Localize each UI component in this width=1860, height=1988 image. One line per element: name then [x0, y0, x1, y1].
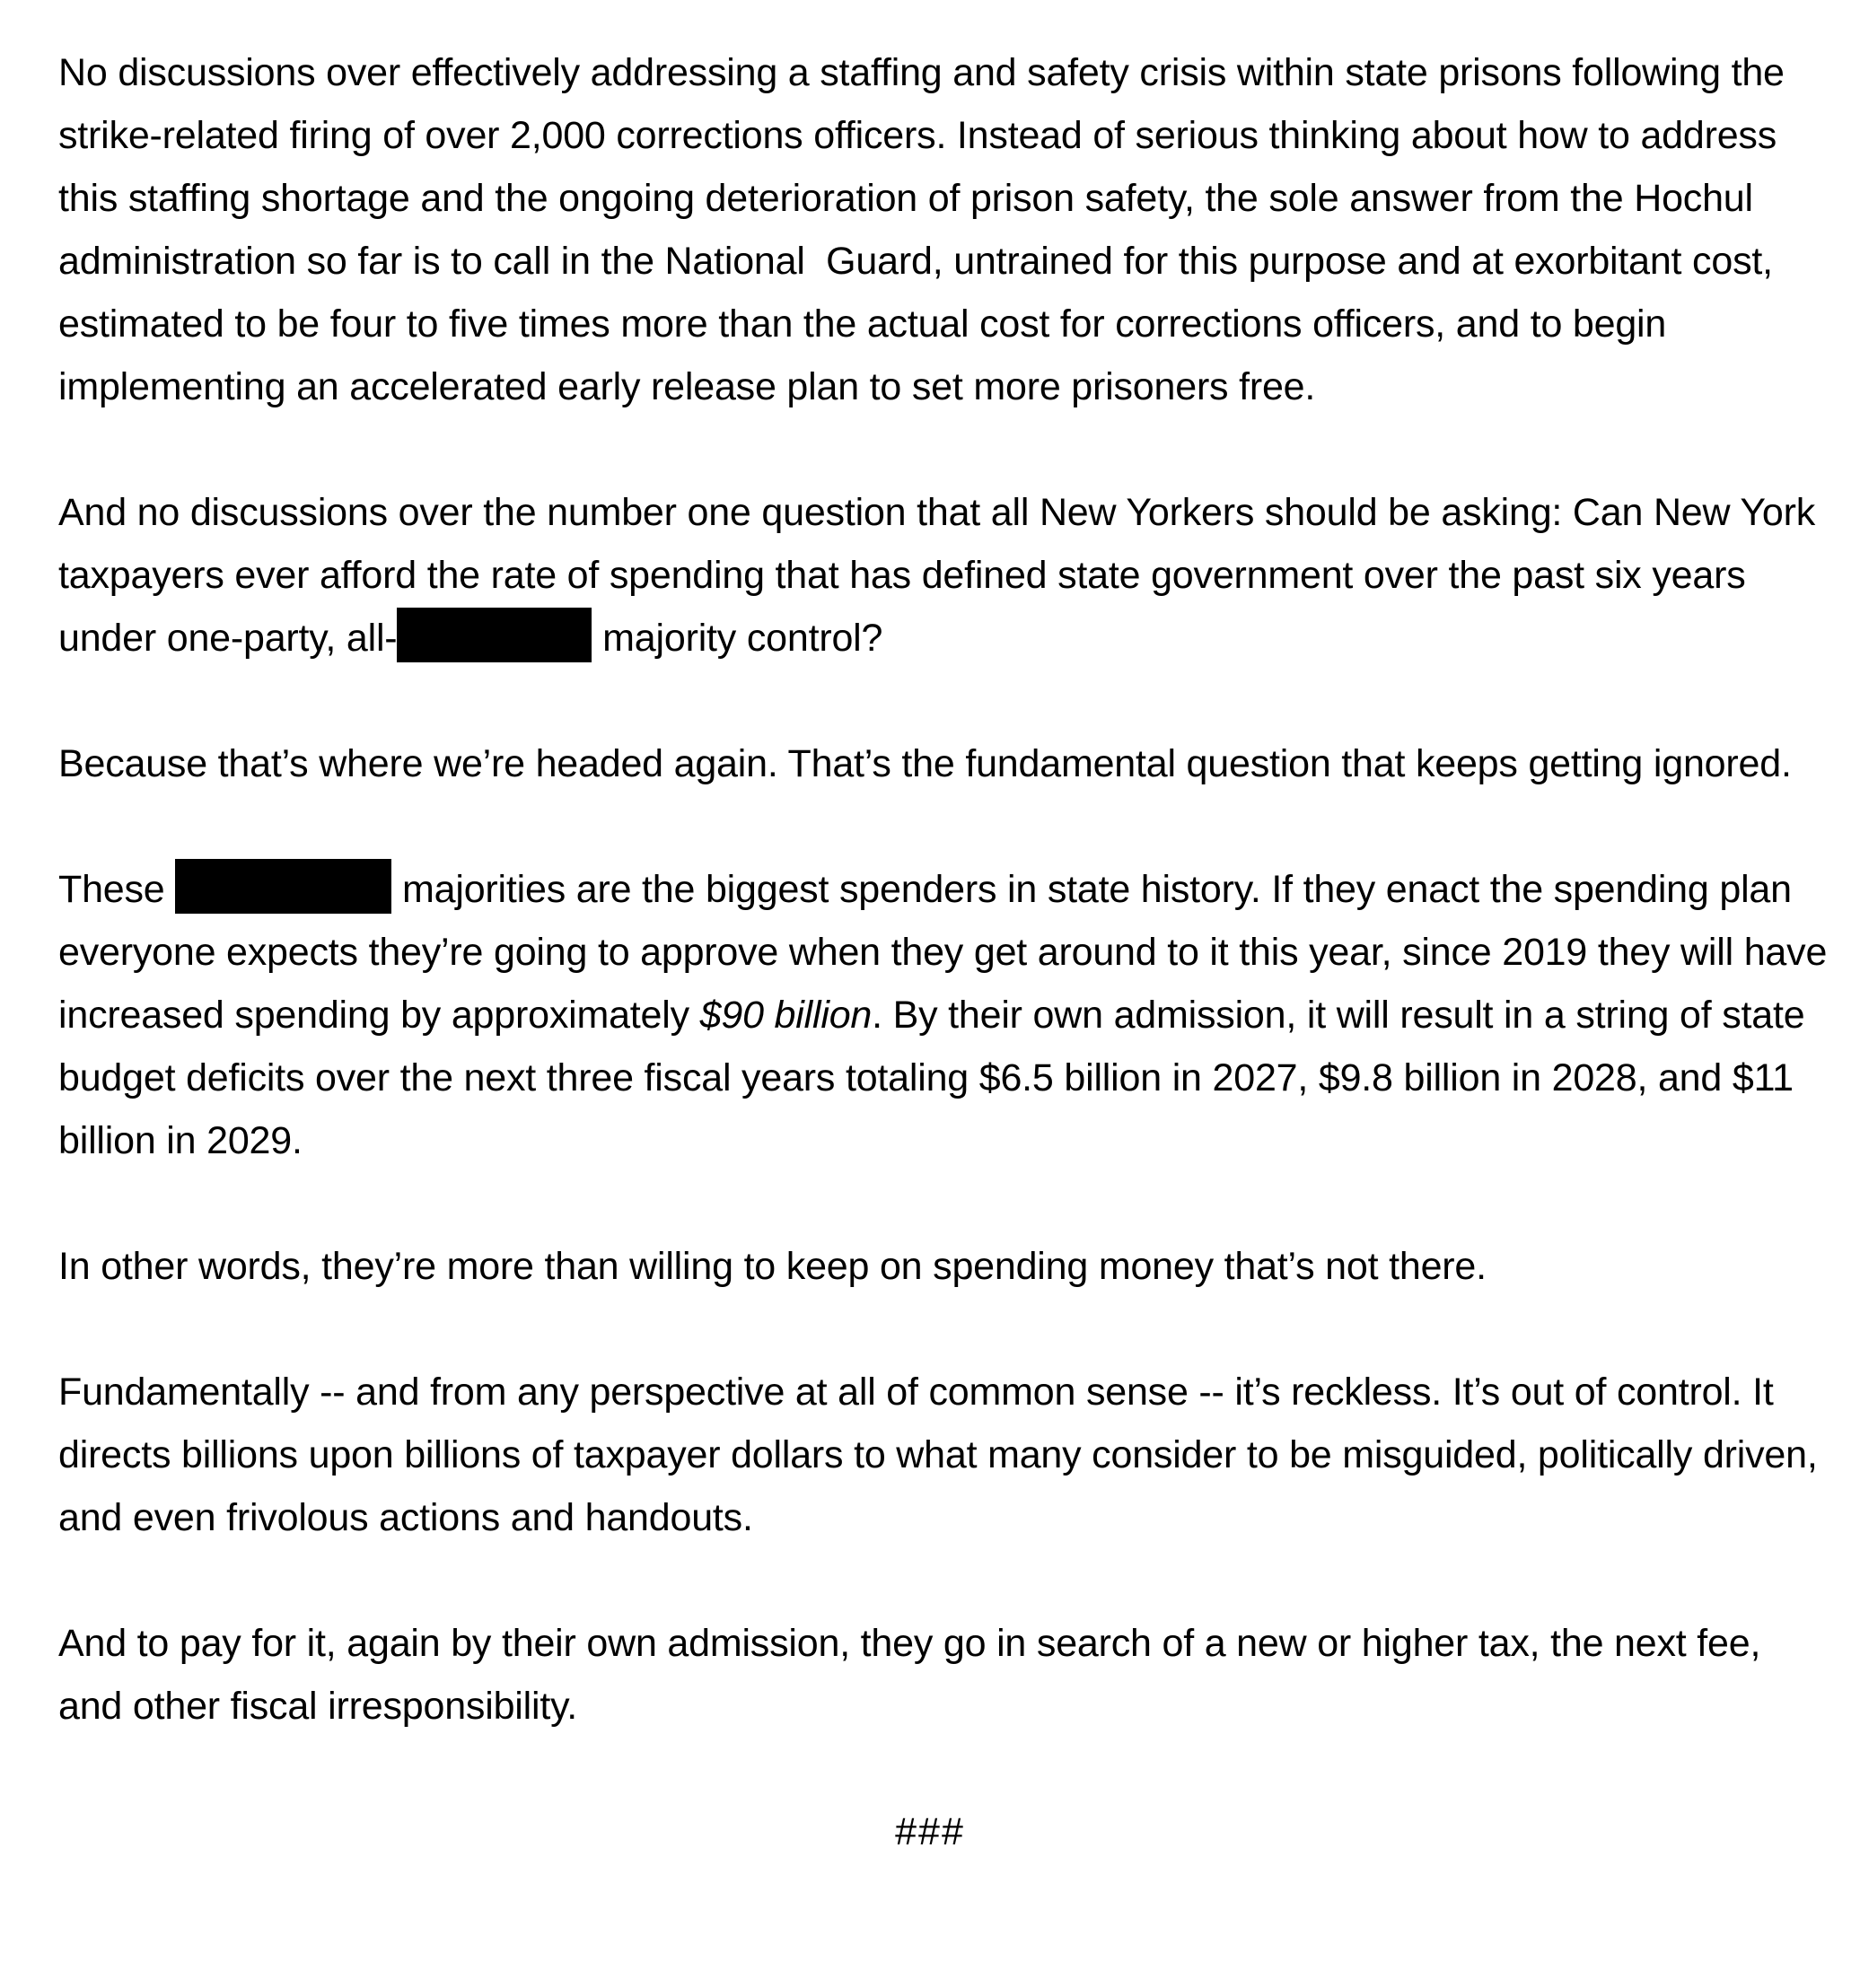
paragraph	[58, 1235, 1829, 1298]
text-run: In other words, they’re more than willing to keep on spending money that’s not there.	[58, 1245, 1487, 1288]
redaction-bar	[175, 859, 391, 914]
text-run: Fundamentally -- and from any perspective at all of common sense -- it’s reckless. It’s out of control. It directs billions upon billions of taxpayer dollars to what many consider to be misguided, politically driven, and even frivolous actions and handouts.	[58, 1371, 1829, 1539]
redaction-bar	[397, 608, 592, 662]
text-run: And to pay for it, again by their own admission, they go in search of a new or higher tax, the next fee, and other fiscal irresponsibility.	[58, 1622, 1771, 1728]
text-run: These	[58, 868, 176, 911]
end-mark: ###	[895, 1810, 965, 1853]
text-run: No discussions over effectively addressing a staffing and safety crisis within state prisons following the strike-related firing of over 2,000 corrections officers. Instead of serious thinking about how to address this staffing shortage and the ongoing deterioration of prison safety, the sole answer from the Hochul administration so far is to call in the National Guard, untrained for this purpose and at exorbitant cost, estimated to be four to five times more than the actual cost for corrections officers, and to begin implementing an accelerated early release plan to set more prisoners free.	[58, 51, 1795, 408]
paragraph	[58, 1612, 1829, 1738]
text-run: Because that’s where we’re headed again. That’s the fundamental question that keeps getting ignored.	[58, 742, 1792, 785]
text-run: majorities are the biggest spenders in state history. If they enact the spending plan everyone expects they’re going to approve when they get around to it this year, since 2019 they will have increased spending by approximately	[58, 868, 1838, 1037]
paragraph	[58, 858, 1838, 1172]
text-run: And no discussions over the number one question that all New Yorkers should be asking: Can New York taxpayers ever afford the rate of spending that has defined state government over the past six years under one-party, all-	[58, 491, 1826, 660]
paragraph	[58, 481, 1829, 670]
paragraph	[58, 732, 1829, 795]
text-run: majority control?	[592, 617, 883, 660]
italic-text-run: $90 billion	[699, 994, 873, 1037]
paragraph	[58, 41, 1829, 418]
text-run: . By their own admission, it will result in a string of state budget deficits over the next three fiscal years totaling $6.5 billion in 2027, $9.8 billion in 2028, and $11 billion in 2029.	[58, 994, 1816, 1162]
paragraph	[58, 1361, 1829, 1549]
